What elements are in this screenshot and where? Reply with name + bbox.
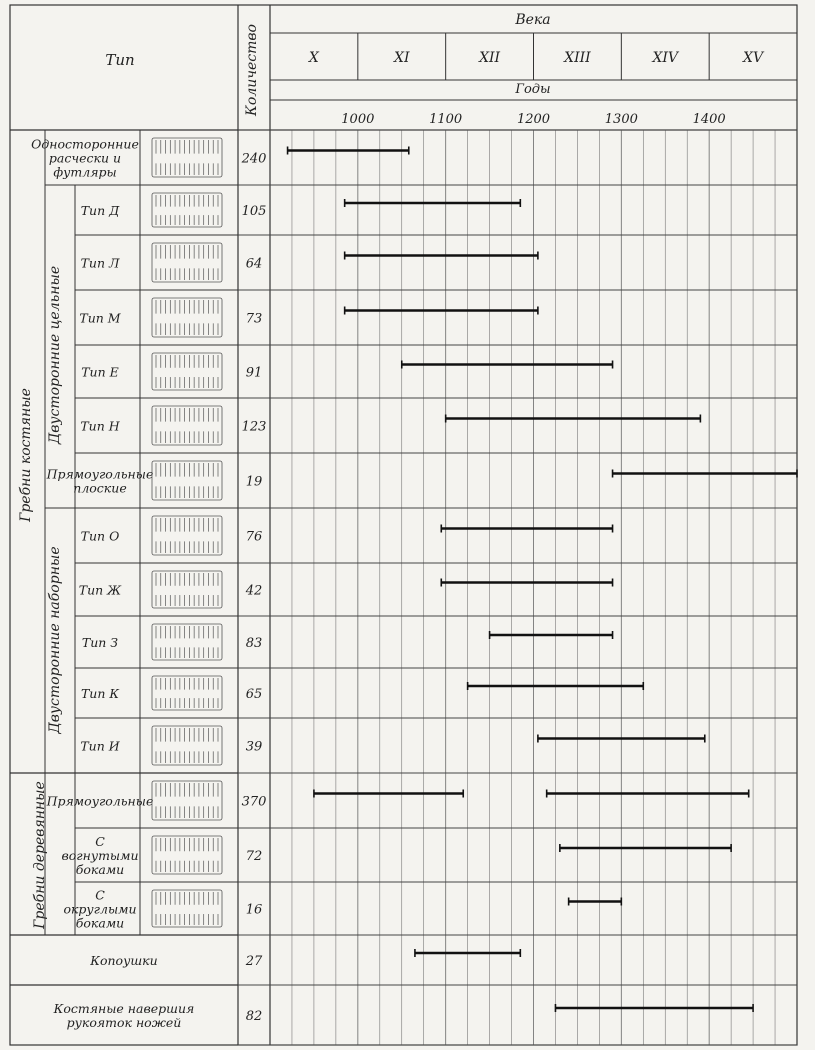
row-count: 105 <box>241 204 267 219</box>
group-label-double-composite: Двусторонние наборные <box>47 546 63 734</box>
row-label: Копоушки <box>90 953 158 968</box>
row-count: 65 <box>245 687 263 702</box>
row-label: Тип О <box>80 528 120 544</box>
row-count: 76 <box>245 529 263 545</box>
row-label: Тип Н <box>80 418 120 434</box>
row-label: Тип З <box>81 635 119 650</box>
row-label: Тип И <box>80 738 120 754</box>
row-count: 42 <box>245 583 263 599</box>
group-label-combs-wood: Гребни деревянные <box>32 781 48 929</box>
year-tick-label: 1400 <box>692 112 726 127</box>
row-label: Прямоугольные плоские <box>46 466 154 496</box>
year-tick-label: 1300 <box>604 112 638 127</box>
row-label: С округлыми боками <box>63 887 137 931</box>
row-label: С вогнутыми боками <box>61 834 139 877</box>
group-label-combs-bone: Гребни костяные <box>18 388 34 522</box>
century-label: XIII <box>564 50 591 66</box>
row-count: 72 <box>245 849 263 864</box>
row-count: 91 <box>245 365 263 381</box>
row-count: 27 <box>245 954 263 969</box>
chart-frame <box>10 5 797 1045</box>
row-count: 39 <box>245 739 263 755</box>
century-label: XIV <box>652 50 679 66</box>
year-tick-label: 1200 <box>516 112 551 127</box>
row-count: 64 <box>245 256 263 272</box>
row-count: 123 <box>241 419 267 435</box>
row-count: 19 <box>245 474 263 490</box>
row-label: Тип Д <box>80 203 120 218</box>
centuries-header: Века <box>515 12 551 28</box>
row-label: Тип Е <box>81 364 119 380</box>
row-label: Односторонние расчески и футляры <box>31 136 139 180</box>
century-label: XV <box>743 50 764 66</box>
row-label: Тип М <box>79 310 121 326</box>
row-label: Тип К <box>80 686 120 701</box>
row-count: 73 <box>245 311 263 327</box>
year-tick-label: 1100 <box>429 112 463 127</box>
century-label: XI <box>394 50 410 66</box>
century-label: X <box>308 50 319 66</box>
year-tick-label: 1000 <box>341 112 375 127</box>
group-label-double-solid: Двусторонние цельные <box>47 265 63 445</box>
row-label: Тип Л <box>80 255 120 271</box>
row-count: 240 <box>241 151 267 167</box>
century-label: XII <box>479 50 501 66</box>
count-header: Количество <box>244 24 260 116</box>
row-count: 370 <box>241 794 267 810</box>
row-count: 16 <box>245 902 263 918</box>
row-label: Тип Ж <box>78 582 122 598</box>
row-label: Костяные навершия рукояток ножей <box>53 1001 195 1030</box>
row-count: 82 <box>245 1009 263 1024</box>
row-count: 83 <box>245 636 263 651</box>
type-header: Тип <box>105 51 135 69</box>
years-header: Годы <box>515 82 551 97</box>
row-label: Прямоугольные <box>46 793 154 809</box>
